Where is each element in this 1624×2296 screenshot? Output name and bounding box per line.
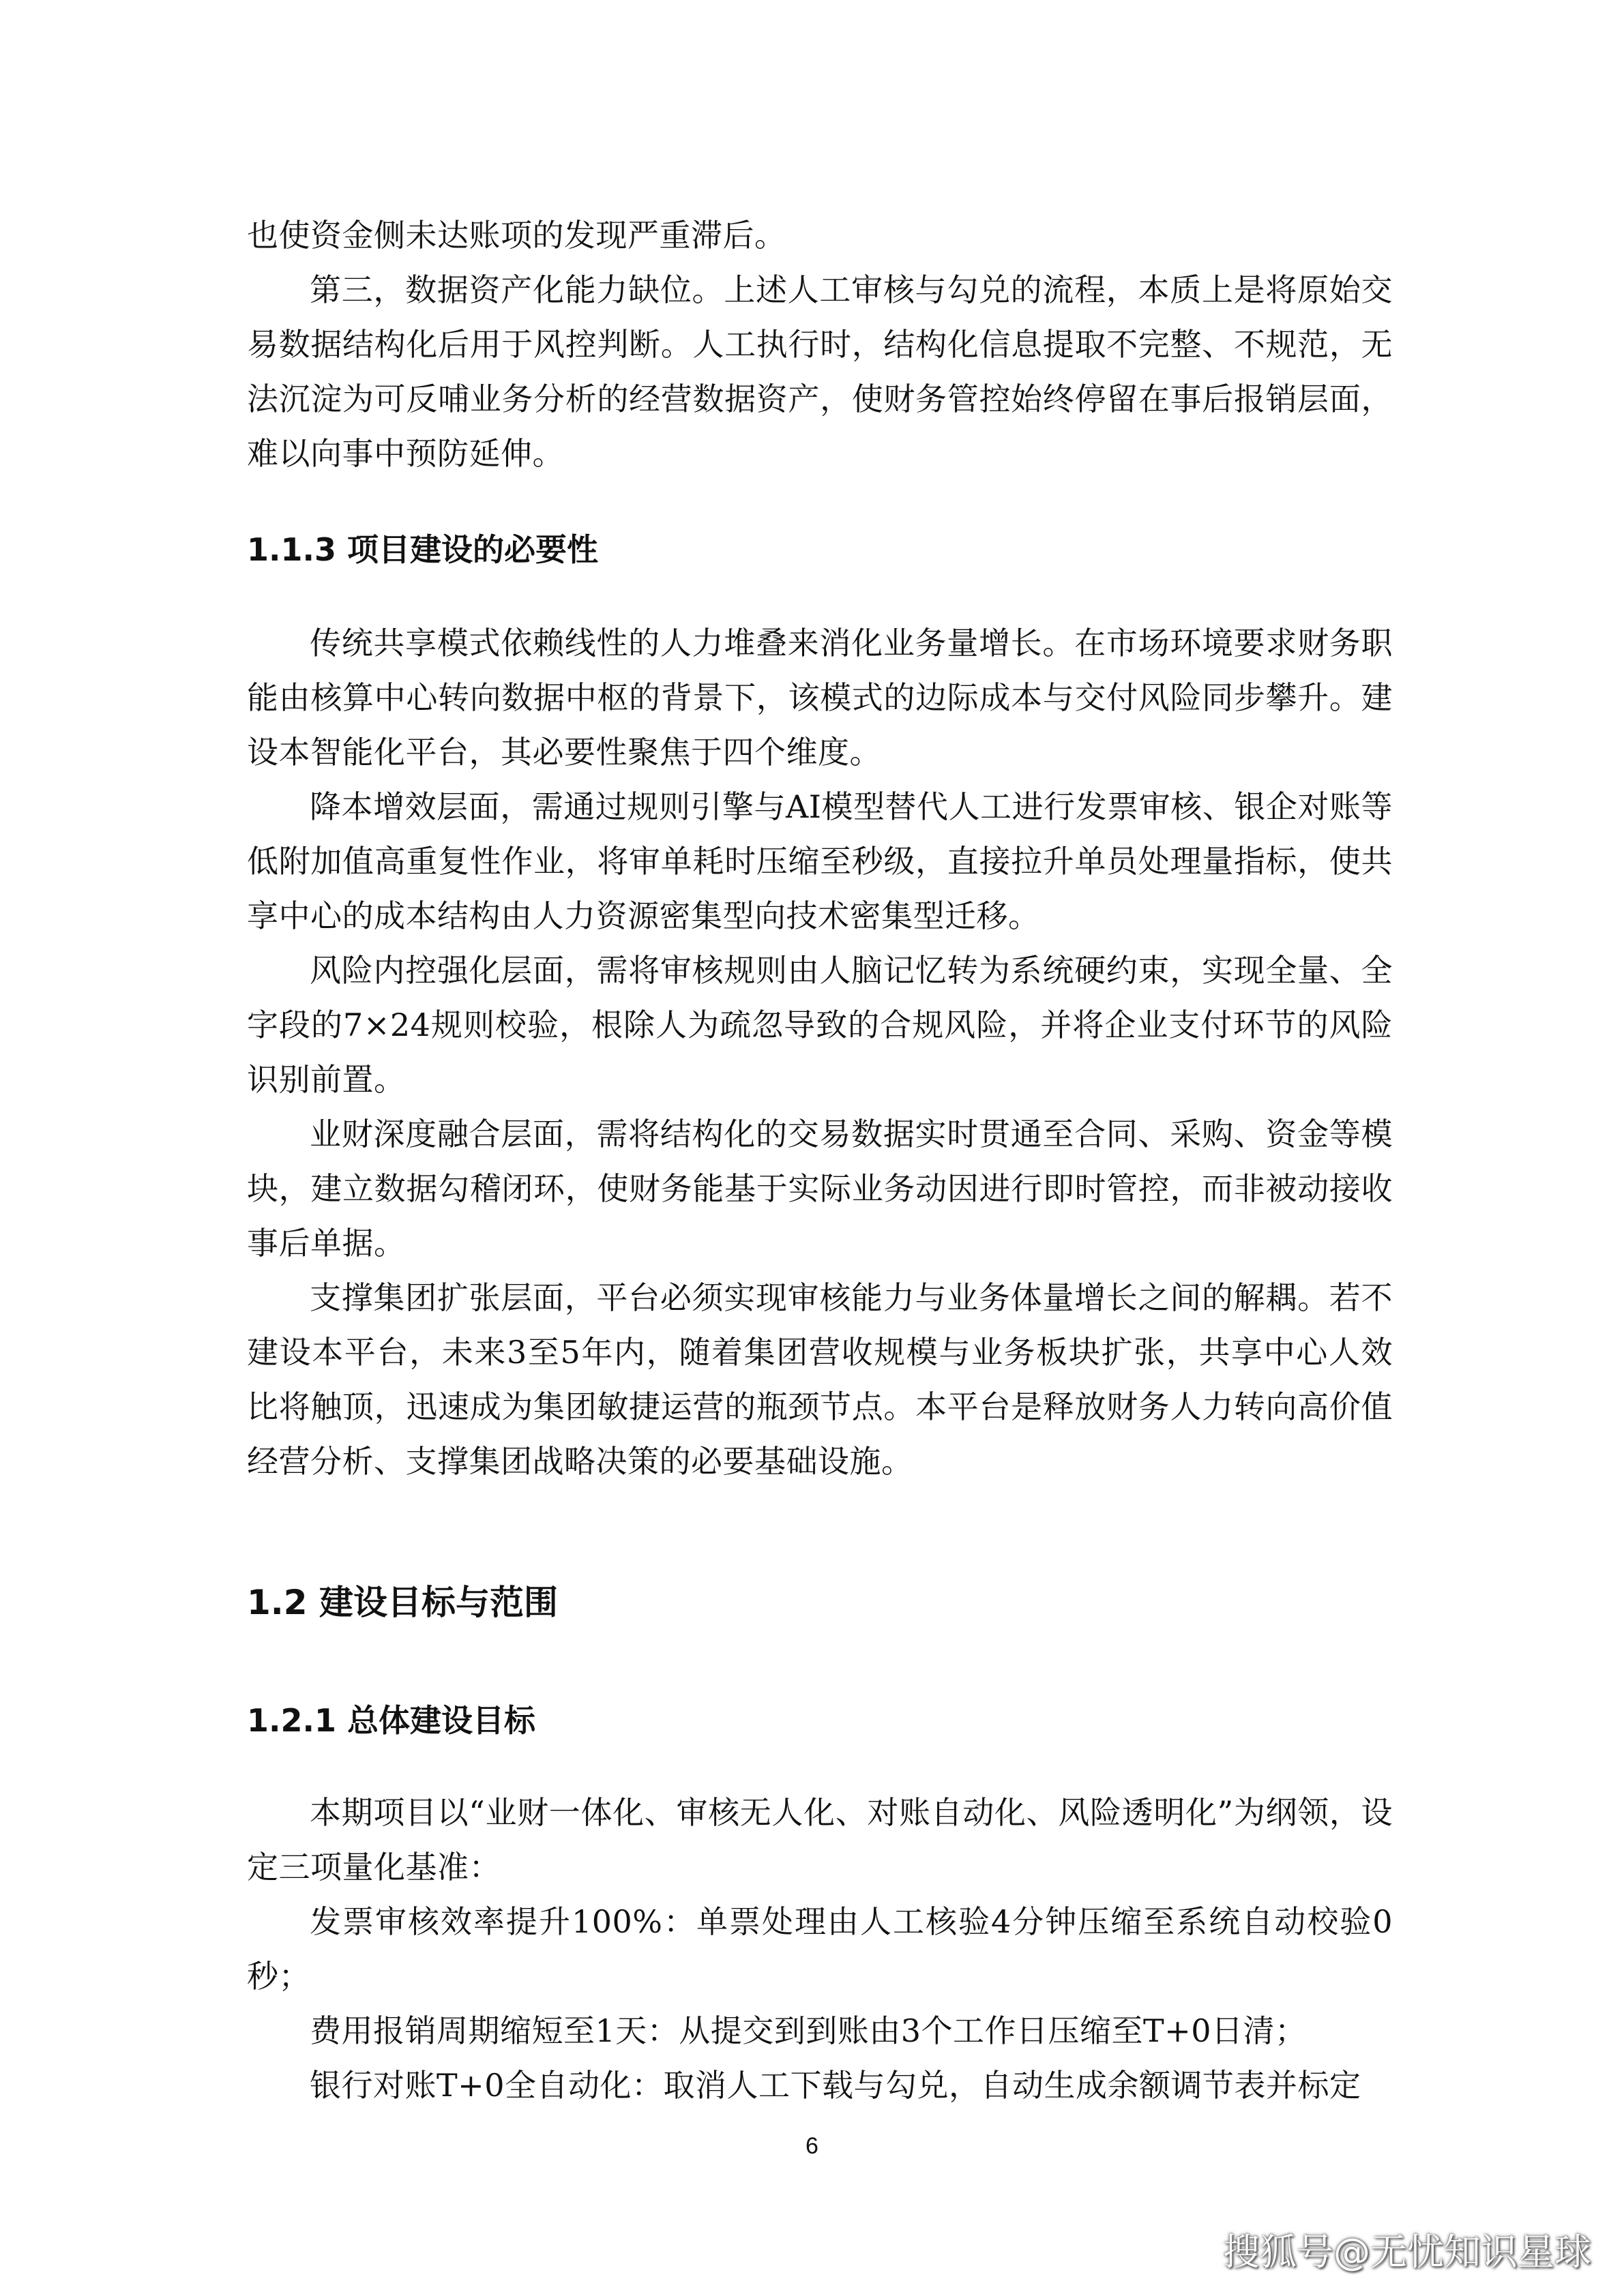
paragraph-group-expansion: 支撑集团扩张层面，平台必须实现审核能力与业务体量增长之间的解耦。若不建设本平台，未来3至5年内，随着集团营收规模与业务板块扩张，共享中心人效比将触顶，迅速成为集团敏捷运营的瓶颈节点。本平台是释放财务人力转向高价值经营分析、支撑集团战略决策的必要基础设施。 (247, 1279, 1393, 1480)
watermark: 搜狐号@无忧知识星球 (1223, 2231, 1591, 2273)
paragraph-goal-bank: 银行对账T+0全自动化：取消人工下载与勾兑，自动生成余额调节表并标定 (310, 2067, 1361, 2104)
paragraph-goal-intro: 本期项目以“业财一体化、审核无人化、对账自动化、风险透明化”为纲领，设定三项量化基准： (247, 1794, 1393, 1885)
paragraph-cost-efficiency: 降本增效层面，需通过规则引擎与AI模型替代人工进行发票审核、银企对账等低附加值高重复性作业，将审单耗时压缩至秒级，直接拉升单员处理量指标，使共享中心的成本结构由人力资源密集型向技术密集型迁移。 (247, 788, 1393, 934)
paragraph-goal-expense: 费用报销周期缩短至1天：从提交到到账由3个工作日压缩至T+0日清； (310, 2012, 1307, 2049)
paragraph-continuation: 也使资金侧未达账项的发现严重滞后。 (247, 217, 786, 254)
paragraph-necessity-intro: 传统共享模式依赖线性的人力堆叠来消化业务量增长。在市场环境要求财务职能由核算中心转向数据中枢的背景下，该模式的边际成本与交付风险同步攀升。建设本智能化平台，其必要性聚焦于四个维度。 (247, 625, 1393, 771)
heading-1-1-3: 1.1.3 项目建设的必要性 (247, 531, 598, 568)
paragraph-risk-control: 风险内控强化层面，需将审核规则由人脑记忆转为系统硬约束，实现全量、全字段的7×24规则校验，根除人为疏忽导致的合规风险，并将企业支付环节的风险识别前置。 (247, 952, 1393, 1098)
paragraph-business-finance: 业财深度融合层面，需将结构化的交易数据实时贯通至合同、采购、资金等模块，建立数据勾稽闭环，使财务能基于实际业务动因进行即时管控，而非被动接收事后单据。 (247, 1116, 1393, 1262)
paragraph-data-asset-gap: 第三，数据资产化能力缺位。上述人工审核与勾兑的流程，本质上是将原始交易数据结构化后用于风控判断。人工执行时，结构化信息提取不完整、不规范，无法沉淀为可反哺业务分析的经营数据资产，使财务管控始终停留在事后报销层面，难以向事中预防延伸。 (247, 271, 1393, 472)
paragraph-goal-invoice: 发票审核效率提升100%：单票处理由人工核验4分钟压缩至系统自动校验0秒； (247, 1903, 1393, 1995)
heading-1-2-1: 1.2.1 总体建设目标 (247, 1702, 535, 1739)
heading-1-2: 1.2 建设目标与范围 (247, 1583, 558, 1622)
page-number: 6 (806, 2133, 818, 2159)
